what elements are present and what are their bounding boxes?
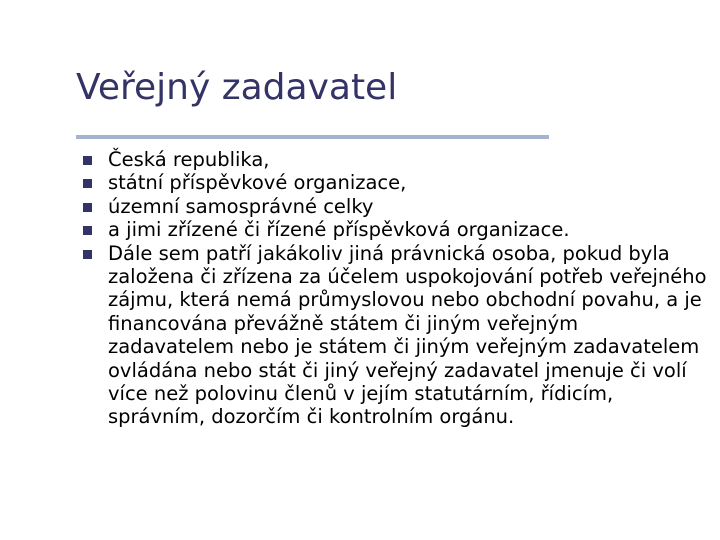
bullet-text: Česká republika, <box>108 148 270 171</box>
bullet-list <box>83 148 708 429</box>
bullet-item <box>83 218 708 241</box>
bullet-text: územní samosprávné celky <box>108 194 374 218</box>
square-bullet-icon <box>83 156 92 165</box>
bullet-text: státní příspěvkové organizace, <box>108 171 407 195</box>
square-bullet-icon <box>83 179 92 188</box>
bullet-text: a jimi zřízené či řízené příspěvková organizace. <box>108 218 570 242</box>
square-bullet-icon <box>83 226 92 235</box>
bullet-item <box>83 171 708 194</box>
square-bullet-icon <box>83 250 92 259</box>
bullet-item <box>83 195 708 218</box>
bullet-text: Dále sem patří jakákoliv jiná právnická osoba, pokud byla založena či zřízena za účelem uspokojování potřeb veřejného zájmu, která nemá průmyslovou nebo obchodní povahu, a je financována převážně státem či jiným veřejným zadavatelem nebo je státem či jiným veřejným zadavatelem ovládána nebo stát či jiný veřejný zadavatel jmenuje či volí více než polovinu členů v jejím statutárním, řídicím, správním, dozorčím či kontrolním orgánu. <box>108 241 707 429</box>
bullet-item <box>83 148 708 171</box>
title-underline <box>76 135 549 139</box>
square-bullet-icon <box>83 203 92 212</box>
bullet-item <box>83 242 708 429</box>
slide-title: Veřejný zadavatel <box>76 67 398 108</box>
